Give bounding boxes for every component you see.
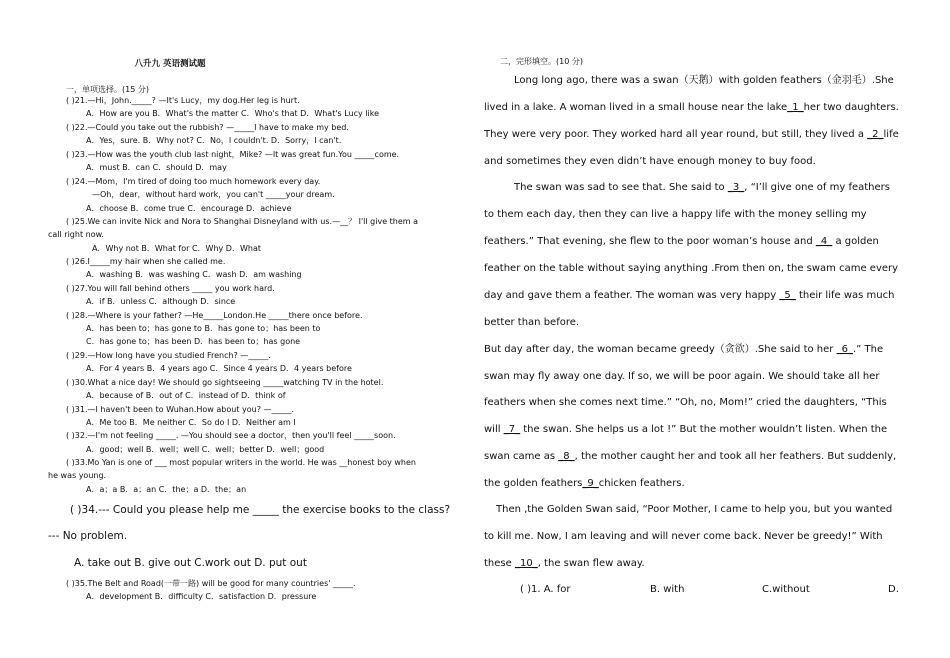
passage-line (514, 181, 890, 194)
question-23: ( )23.—How was the youth club last night，Mike? —It was great fun.You _____come. (66, 150, 400, 159)
question-27-options: A．if B．unless C．although D．since (86, 297, 236, 306)
passage-text: a golden (835, 236, 879, 247)
question-24: ( )24.—Mom，I'm tired of doing too much homework every day. (66, 177, 321, 186)
passage-line: and sometimes they even didn’t have enough money to buy food. (484, 156, 816, 167)
passage-line (484, 343, 883, 356)
blank-9[interactable]: _9_ (582, 478, 599, 489)
question-35: ( )35.The Belt and Road(一带一路) will be good for many countries' _____. (66, 579, 356, 588)
passage-text: , the swan flew away. (537, 558, 645, 569)
passage-line (484, 450, 896, 463)
question-33-options: A．a；a B．a；an C．the；a D．the；an (86, 485, 247, 494)
question-23-options: A．must B．can C．should D．may (86, 163, 227, 172)
blank-4[interactable]: _4_ (815, 236, 833, 247)
blank-5[interactable]: _5_ (779, 290, 796, 301)
cloze-question-1-option-d: D. (888, 584, 899, 595)
passage-text: , “I’ll give one of my feathers (744, 182, 890, 193)
cloze-question-1-option-b: B. with (650, 584, 685, 595)
passage-line: Then ,the Golden Swan said, “Poor Mother, I came to help you, but you wanted (496, 504, 893, 515)
passage-text: lived in a lake. A woman lived in a small house near the lake (484, 102, 788, 113)
blank-8[interactable]: _8_ (558, 451, 575, 462)
passage-line: feathers when she comes next time.” “Oh, no, Mom!” cried the daughters, “This (484, 397, 887, 408)
blank-10[interactable]: _10_ (514, 558, 538, 569)
passage-line (484, 128, 899, 141)
blank-2[interactable]: _2_ (867, 129, 884, 140)
passage-line: feather on the table without saying anything .From then on, the swam came every (484, 263, 899, 274)
question-21: ( )21.—Hi，John._____? —It's Lucy，my dog.Her leg is hurt. (66, 96, 300, 105)
question-25-options: A．Why not B．What for C．Why D．What (92, 244, 261, 253)
question-30: ( )30.What a nice day! We should go sightseeing _____watching TV in the hotel. (66, 378, 384, 387)
passage-text: her two daughters. (803, 102, 899, 113)
question-26-options: A．washing B．was washing C．wash D．am washing (86, 270, 302, 279)
passage-line: better than before. (484, 317, 580, 328)
passage-line: to kill me. Now, I am leaving and will never come back. Never be greedy!” With (484, 531, 883, 542)
question-30-options: A．because of B．out of C．instead of D．think of (86, 391, 286, 400)
passage-text: their life was much (798, 290, 895, 301)
question-22: ( )22.—Could you take out the rubbish? —_____I have to make my bed. (66, 123, 349, 132)
question-24-options: A．choose B．come true C．encourage D．achieve (86, 204, 292, 213)
question-31: ( )31.—I haven't been to Wuhan.How about you? —_____. (66, 405, 295, 414)
passage-line: to them each day, then they can live a happy life with the money selling my (484, 209, 867, 220)
question-33: ( )33.Mo Yan is one of ___ most popular writers in the world. He was __honest boy when (66, 458, 416, 467)
passage-text: swan came as (484, 451, 556, 462)
question-34: ( )34.--- Could you please help me _____ the exercise books to the class? (70, 504, 451, 516)
passage-line (484, 101, 899, 114)
passage-line (484, 235, 879, 248)
passage-text: will (484, 424, 501, 435)
passage-line: swan may fly away one day. If so, we will be poor again. We should take all her (484, 371, 880, 382)
cloze-question-1-option-a: ( )1. A. for (520, 584, 571, 595)
question-21-options: A．How are you B．What's the matter C．Who's that D．What's Lucy like (86, 109, 380, 118)
passage-text: these (484, 558, 512, 569)
question-27: ( )27.You will fall behind others _____ you work hard. (66, 284, 275, 293)
blank-6[interactable]: _6_ (836, 344, 853, 355)
passage-text: day and gave them a feather. The woman was very happy (484, 290, 777, 301)
question-34-options: A. take out B. give out C.work out D. put out (74, 557, 307, 569)
passage-text: They were very poor. They worked hard all year round, but still, they lived a (484, 129, 864, 140)
passage-text: , the mother caught her and took all her feathers. But suddenly, (574, 451, 897, 462)
question-31-options: A．Me too B．Me neither C．So do I D．Neither am I (86, 418, 296, 427)
question-29: ( )29.—How long have you studied French? —_____. (66, 351, 271, 360)
question-35-options: A．development B．difficulty C．satisfaction D．pressure (86, 592, 317, 601)
passage-line (484, 477, 685, 490)
passage-line (484, 557, 645, 570)
question-33-continued: he was young. (48, 471, 107, 480)
passage-text: the golden feathers (484, 478, 583, 489)
question-28-options-a-b: A．has been to；has gone to B．has gone to；has been to (86, 324, 321, 333)
passage-text: feathers.” That evening, she flew to the poor woman’s house and (484, 236, 813, 247)
passage-text: But day after day, the woman became greedy（贪欲）.She said to her (484, 344, 834, 355)
passage-line (484, 423, 887, 436)
passage-text: the swan. She helps us a lot !” But the mother wouldn’t listen. When the (523, 424, 888, 435)
question-32: ( )32.—I'm not feeling _____. —You should see a doctor，then you'll feel _____soon. (66, 431, 396, 440)
blank-7[interactable]: _7_ (503, 424, 521, 435)
question-24-response: —Oh，dear，without hard work，you can't _____your dream. (92, 190, 335, 199)
question-22-options: A．Yes，sure. B．Why not? C．No，I couldn't. D．Sorry，I can't. (86, 136, 342, 145)
question-34-answer: --- No problem. (48, 530, 128, 542)
question-25-continued: call right now. (48, 230, 104, 239)
passage-text: .” The (852, 344, 884, 355)
question-29-options: A．For 4 years B．4 years ago C．Since 4 years D．4 years before (86, 364, 352, 373)
question-32-options: A．good；well B．well；well C．well；better D．well；good (86, 445, 325, 454)
blank-1[interactable]: _1_ (787, 102, 804, 113)
passage-line (484, 289, 894, 302)
page-title: 八升九 英语测试题 (134, 59, 206, 69)
cloze-question-1-option-c: C.without (762, 584, 810, 595)
section-heading-multiple-choice: 一，单项选择。(15 分) (66, 85, 149, 94)
question-25: ( )25.We can invite Nick and Nora to Shanghai Disneyland with us.—__？ I'll give them a (66, 217, 419, 226)
passage-text: chicken feathers. (598, 478, 685, 489)
passage-text: life (883, 129, 899, 140)
section-heading-cloze: 二，完形填空。(10 分) (500, 57, 583, 66)
question-28-options-c-d: C．has gone to；has been D．has been to；has gone (86, 337, 301, 346)
question-26: ( )26.I_____my hair when she called me. (66, 257, 226, 266)
passage-text: The swan was sad to see that. She said to (514, 182, 725, 193)
passage-line: Long long ago, there was a swan（天鹅）with golden feathers（金羽毛）.She (514, 75, 894, 86)
blank-3[interactable]: _3_ (727, 182, 745, 193)
question-28: ( )28.—Where is your father? —He_____London.He _____there once before. (66, 311, 363, 320)
